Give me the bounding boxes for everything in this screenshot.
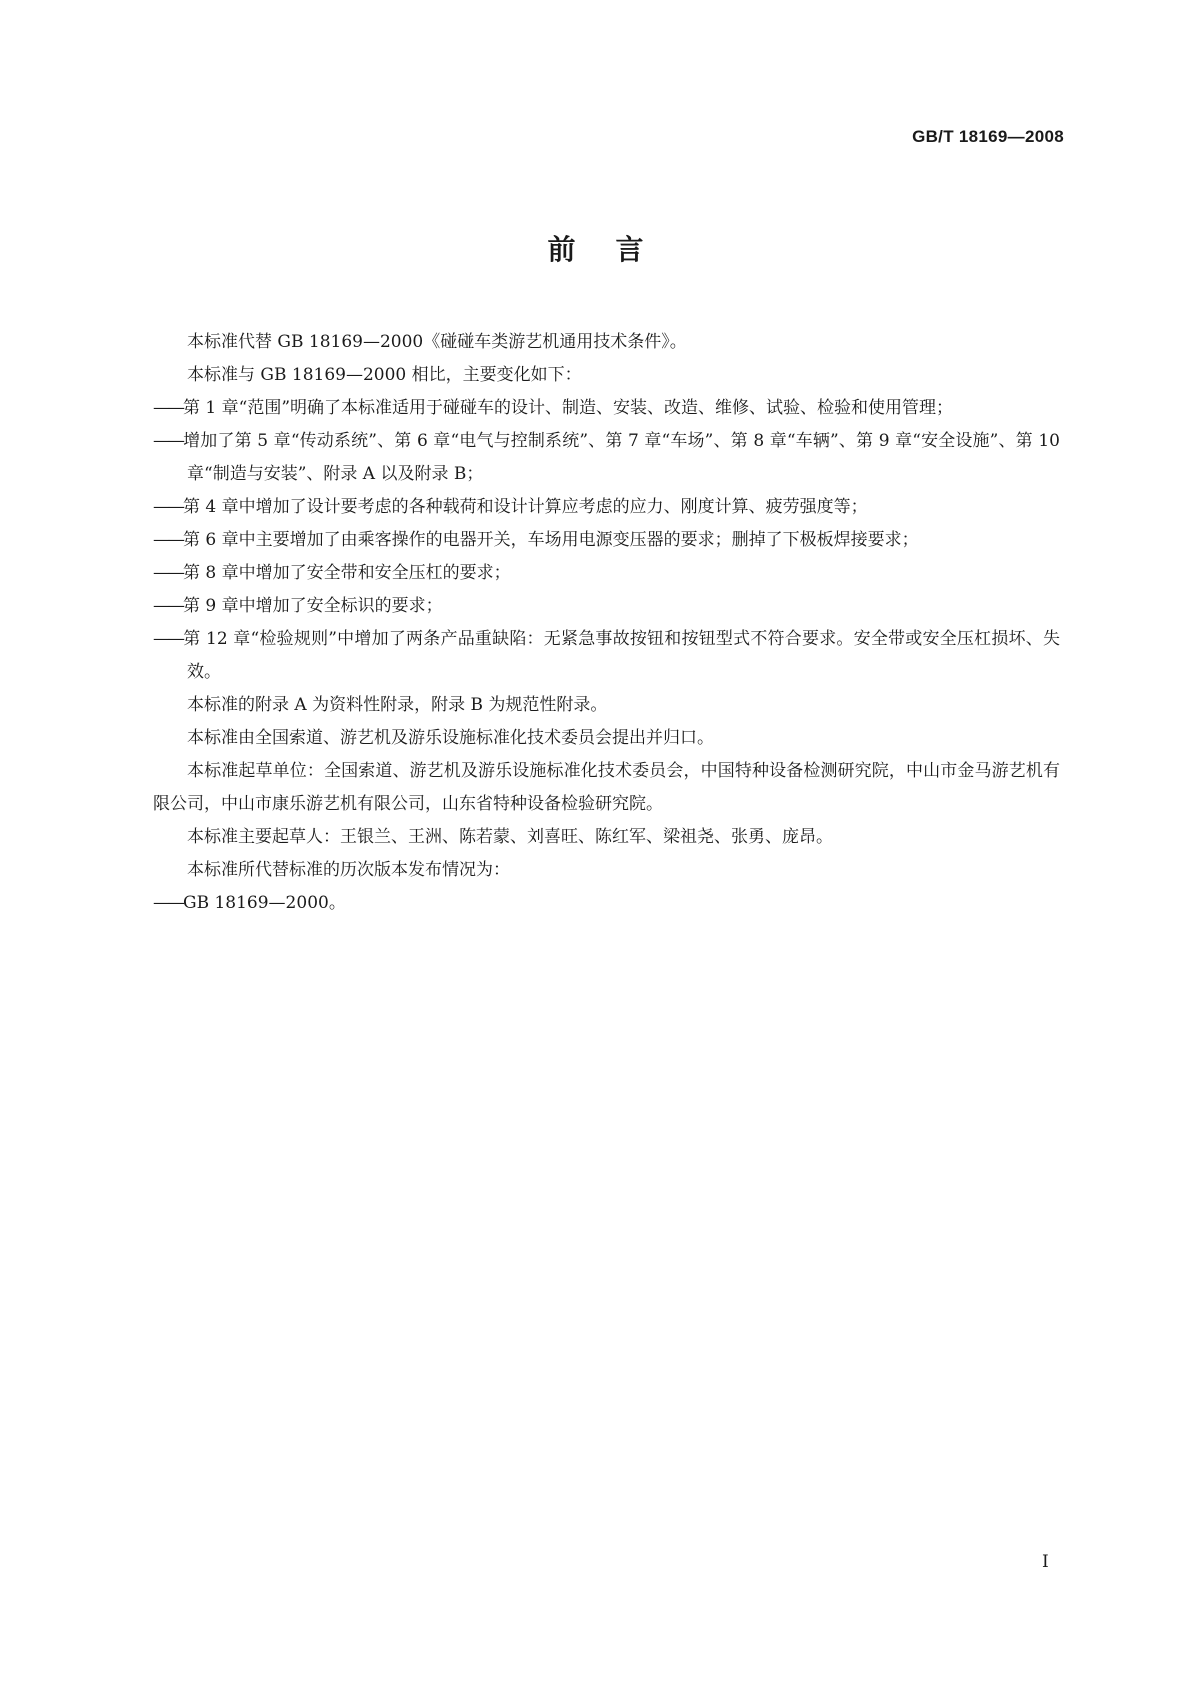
- paragraph-history-intro: 本标准所代替标准的历次版本发布情况为：: [187, 860, 510, 880]
- dash-marker: ——: [153, 530, 183, 550]
- dash-marker: ——: [153, 596, 183, 616]
- change-item-text: 第 9 章中增加了安全标识的要求；: [183, 596, 443, 616]
- change-item-text: 第 8 章中增加了安全带和安全压杠的要求；: [183, 563, 511, 583]
- page-number: I: [1042, 1552, 1049, 1572]
- history-item-text: GB 18169—2000。: [183, 893, 346, 913]
- dash-marker: ——: [153, 563, 183, 583]
- change-item-text: 第 12 章“检验规则”中增加了两条产品重缺陷：无紧急事故按钮和按钮型式不符合要求。安全带或安全压杠损坏、失效。: [183, 629, 1060, 682]
- paragraph-replaces: 本标准代替 GB 18169—2000《碰碰车类游艺机通用技术条件》。: [187, 332, 687, 352]
- paragraph-changes-intro: 本标准与 GB 18169—2000 相比，主要变化如下：: [187, 365, 582, 385]
- paragraph-drafting-units: 本标准起草单位：全国索道、游艺机及游乐设施标准化技术委员会，中国特种设备检测研究院，中山市金马游艺机有限公司，中山市康乐游艺机有限公司，山东省特种设备检验研究院。: [153, 761, 1060, 814]
- change-item: [153, 590, 1060, 623]
- paragraph-proposer: 本标准由全国索道、游艺机及游乐设施标准化技术委员会提出并归口。: [187, 728, 714, 748]
- page-title: 前言: [547, 233, 684, 266]
- change-item: [153, 623, 1060, 689]
- change-item: [153, 557, 1060, 590]
- change-item: [153, 425, 1060, 491]
- dash-marker: ——: [153, 497, 183, 517]
- dash-marker: ——: [153, 398, 183, 418]
- change-item: [153, 524, 1060, 557]
- history-item: [153, 887, 1060, 920]
- change-item: [153, 392, 1060, 425]
- foreword-body: [153, 326, 1060, 920]
- change-item-text: 第 6 章中主要增加了由乘客操作的电器开关，车场用电源变压器的要求；删掉了下极板焊接要求；: [183, 530, 919, 550]
- change-item-text: 增加了第 5 章“传动系统”、第 6 章“电气与控制系统”、第 7 章“车场”、第 8 章“车辆”、第 9 章“安全设施”、第 10 章“制造与安装”、附录 A 以及附录 B；: [183, 431, 1060, 484]
- dash-marker: ——: [153, 629, 183, 649]
- paragraph-drafters: 本标准主要起草人：王银兰、王洲、陈若蒙、刘喜旺、陈红军、梁祖尧、张勇、庞昂。: [187, 827, 833, 847]
- dash-marker: ——: [153, 431, 183, 451]
- standard-code: GB/T 18169—2008: [912, 127, 1064, 146]
- dash-marker: ——: [153, 893, 183, 913]
- change-item: [153, 491, 1060, 524]
- change-item-text: 第 4 章中增加了设计要考虑的各种载荷和设计计算应考虑的应力、刚度计算、疲劳强度等；: [183, 497, 868, 517]
- paragraph-annexes: 本标准的附录 A 为资料性附录，附录 B 为规范性附录。: [187, 695, 608, 715]
- change-item-text: 第 1 章“范围”明确了本标准适用于碰碰车的设计、制造、安装、改造、维修、试验、检验和使用管理；: [183, 398, 954, 418]
